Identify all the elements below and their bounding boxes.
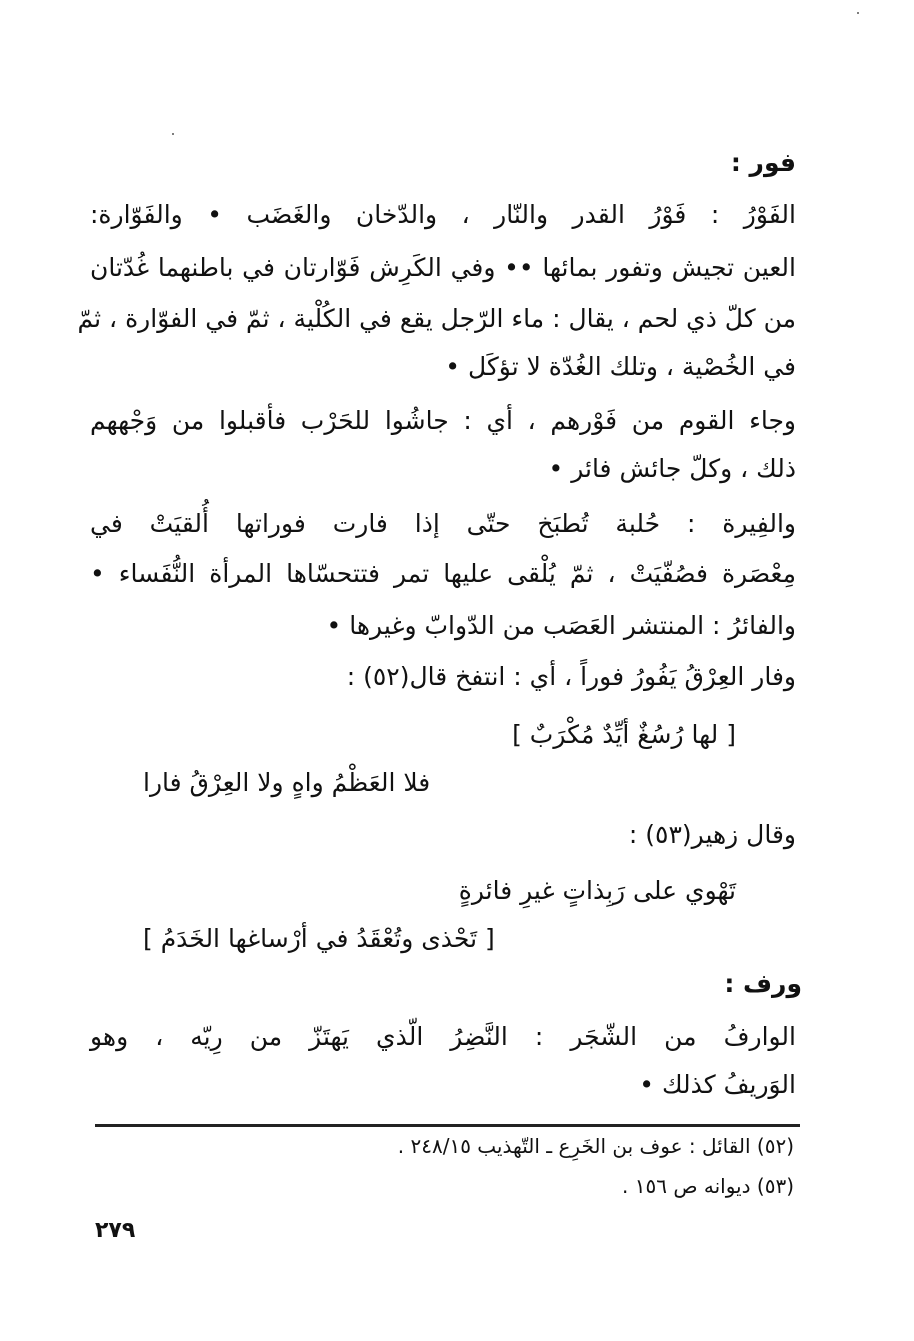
entry-heading-fawr: فور : bbox=[730, 148, 796, 177]
page-number: ٢٧٩ bbox=[95, 1218, 136, 1243]
text-line: الوَريفُ كذلك • bbox=[639, 1070, 796, 1099]
footnote-separator bbox=[95, 1124, 800, 1127]
text-line: ذلك ، وكلّ جائش فائر • bbox=[548, 454, 796, 483]
text-line: الوارفُ من الشّجَر : النَّضِرُ الّذي يَهتَزّ من رِيّه ، وهو bbox=[90, 1022, 796, 1051]
text-line: من كلّ ذي لحم ، يقال : ماء الرّجل يقع في الكُلْية ، ثمّ في الفوّارة ، ثمّ bbox=[77, 304, 796, 333]
text-line: والفِيرة : حُلبة تُطبَخ حتّى إذا فارت فوراتها أُلقيَتْ في bbox=[90, 509, 796, 538]
verse-hemistich: تَهْوي على رَبِذاتٍ غيرِ فائرةٍ bbox=[458, 876, 736, 905]
entry-heading-warf: ورف : bbox=[724, 969, 802, 998]
text-line: العين تجيش وتفور بمائها •• وفي الكَرِش فَوّارتان في باطنهما غُدّتان bbox=[90, 253, 796, 282]
text-line: والفائرُ : المنتشر العَصَب من الدّوابّ وغيرها • bbox=[326, 611, 796, 640]
text-line: وجاء القوم من فَوْرهم ، أي : جاشُوا للحَرْب فأقبلوا من وَجْههم bbox=[90, 406, 796, 435]
verse-hemistich: [ تَحْذى وتُعْقَدُ في أرْساغها الخَدَمُ ] bbox=[143, 924, 495, 953]
text-line: وفار العِرْقُ يَفُورُ فوراً ، أي : انتفخ قال(٥٢) : bbox=[346, 662, 796, 691]
text-line: وقال زهير(٥٣) : bbox=[628, 820, 796, 849]
scan-speck bbox=[172, 133, 174, 135]
scan-speck bbox=[857, 12, 859, 14]
verse-hemistich: فلا العَظْمُ واهٍ ولا العِرْقُ فارا bbox=[143, 768, 431, 797]
footnote: (٥٣) ديوانه ص ١٥٦ . bbox=[622, 1174, 794, 1198]
text-line: في الخُصْية ، وتلك الغُدّة لا تؤكَل • bbox=[445, 352, 796, 381]
text-line: مِعْصَرة فصُفّيَتْ ، ثمّ يُلْقى عليها تمر فتتحسّاها المرأة النُّفَساء • bbox=[90, 559, 796, 588]
footnote: (٥٢) القائل : عوف بن الخَرِع ـ التّهذيب ٢٤٨/١٥ . bbox=[397, 1134, 794, 1158]
text-line: الفَوْرُ : فَوْرُ القدر والنّار ، والدّخان والغَضَب • والفَوّارة: bbox=[90, 200, 796, 229]
verse-hemistich: [ لها رُسُغٌ أيِّدٌ مُكْرَبٌ ] bbox=[512, 720, 736, 749]
